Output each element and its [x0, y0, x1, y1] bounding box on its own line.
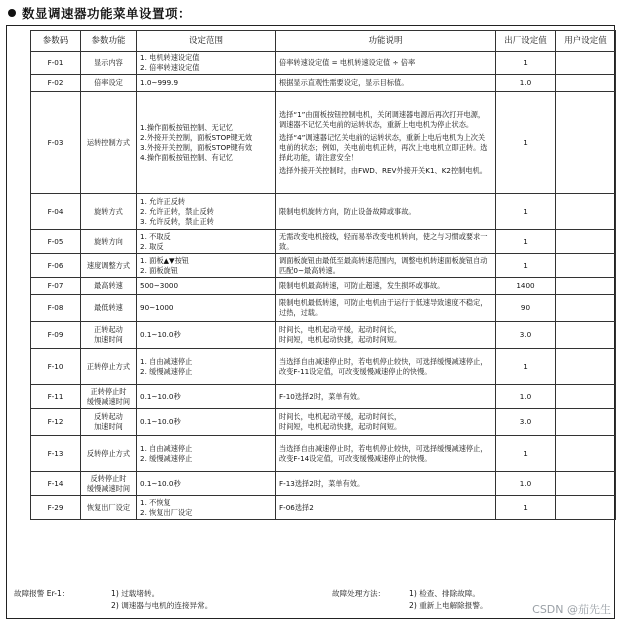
- param-range-line: 3. 允许反转，禁止正转: [140, 216, 214, 226]
- param-range-line: 0.1~10.0秒: [140, 391, 181, 401]
- user-setting-value: [556, 92, 616, 194]
- param-function-line: 正转停止时: [90, 386, 127, 396]
- param-function-line: 正转停止方式: [86, 361, 131, 371]
- param-range: [137, 436, 276, 472]
- user-setting-value: [556, 472, 616, 496]
- param-description: [276, 322, 496, 349]
- param-function: [81, 194, 137, 230]
- param-description-line: 当选择自由减速停止时，若电机停止较快，可选择缓慢减速停止，改变F-11设定值，可改变缓慢减速停止的快慢。: [279, 356, 488, 376]
- param-description: [276, 278, 496, 295]
- table-row: [31, 75, 616, 92]
- table-row: [31, 496, 616, 520]
- param-function: [81, 385, 137, 409]
- param-range: [137, 230, 276, 254]
- param-function-line: 倍率设定: [94, 78, 123, 87]
- table-row: [31, 52, 616, 75]
- param-function: [81, 322, 137, 349]
- page-title-text: 数显调速器功能菜单设置项：: [22, 6, 192, 21]
- param-description-line: 时间短，电机起动快捷，起动时间短。: [279, 422, 402, 431]
- param-range-line: 4.操作面板按钮控制、有记忆: [140, 152, 234, 162]
- param-range: [137, 385, 276, 409]
- param-range-line: 1. 不取反: [140, 231, 171, 241]
- param-range: [137, 472, 276, 496]
- table-row: [31, 295, 616, 322]
- param-range: [137, 496, 276, 520]
- param-description-line: 限制电机旋转方向，防止设备故障或事故。: [279, 206, 416, 216]
- user-setting-value: [556, 75, 616, 92]
- param-code: F-08: [31, 295, 81, 322]
- param-description: [276, 92, 496, 194]
- user-setting-value: [556, 295, 616, 322]
- param-description-line: 无需改变电机接线，轻而易举改变电机转向，使之与习惯或要求一致。: [279, 231, 488, 251]
- param-function: [81, 436, 137, 472]
- user-setting-value: [556, 385, 616, 409]
- param-range: [137, 322, 276, 349]
- factory-default-value: 3.0: [496, 322, 556, 349]
- param-function-line: 缓慢减速时间: [86, 396, 131, 406]
- param-description-line: 调面板旋钮由最低至最高转速范围内，调整电机转速面板旋钮自动匹配0~最高转速。: [279, 255, 488, 275]
- factory-default-value: 1400: [496, 278, 556, 295]
- watermark: CSDN @茄先生: [532, 603, 611, 616]
- param-range: [137, 295, 276, 322]
- param-description-line: 限制电机最低转速，可防止电机由于运行于低速导致速度不稳定，过热，过载。: [279, 298, 488, 317]
- param-function-line: 缓慢减速时间: [86, 483, 131, 493]
- header-description: 功能说明: [276, 31, 496, 52]
- factory-default-value: 1.0: [496, 75, 556, 92]
- param-function: [81, 496, 137, 520]
- param-description-line: 选择“4”调速器记忆关电前的运转状态，重新上电后电机为上次关电前的状态；例如，关电前电机正转，再次上电电机立即正转。选择此功能，请注意安全！: [279, 132, 488, 162]
- param-range: [137, 52, 276, 75]
- param-range-line: 1. 面板▲▼按钮: [140, 255, 189, 265]
- param-range: [137, 75, 276, 92]
- param-code: F-12: [31, 409, 81, 436]
- param-range-line: 2. 允许正转，禁止反转: [140, 206, 214, 216]
- user-setting-value: [556, 322, 616, 349]
- param-description: [276, 472, 496, 496]
- table-row: [31, 230, 616, 254]
- param-description-line: 倍率转速设定值 = 电机转速设定值 ÷ 倍率: [279, 58, 416, 67]
- user-setting-value: [556, 278, 616, 295]
- table-row: [31, 436, 616, 472]
- fix-item: 1) 检查、排除故障。: [409, 589, 480, 598]
- param-description: [276, 194, 496, 230]
- table-row: [31, 409, 616, 436]
- param-range-line: 1.操作面板按钮控制、无记忆: [140, 122, 234, 132]
- user-setting-value: [556, 436, 616, 472]
- param-function-line: 反转停止时: [90, 473, 127, 483]
- fault-item: 2) 调速器与电机的连接异常。: [111, 601, 213, 610]
- param-function-line: 运转控制方式: [86, 137, 131, 147]
- param-description: [276, 349, 496, 385]
- user-setting-value: [556, 349, 616, 385]
- param-range: [137, 194, 276, 230]
- param-description-line: 时间长，电机起动平缓，起动时间长，: [279, 412, 402, 421]
- param-description-line: F-06选择2: [279, 502, 314, 512]
- user-setting-value: [556, 254, 616, 278]
- param-code: F-03: [31, 92, 81, 194]
- header-default: 出厂设定值: [496, 31, 556, 52]
- param-description: [276, 52, 496, 75]
- param-code: F-07: [31, 278, 81, 295]
- factory-default-value: 1: [496, 52, 556, 75]
- param-function-line: 反转起动: [94, 412, 123, 421]
- param-range-line: 1. 允许正反转: [140, 196, 186, 206]
- param-code: F-04: [31, 194, 81, 230]
- param-code: F-01: [31, 52, 81, 75]
- fault-fix-list: [409, 588, 488, 612]
- param-range-line: 1. 不恢复: [140, 497, 171, 507]
- header-function: 参数功能: [81, 31, 137, 52]
- user-setting-value: [556, 409, 616, 436]
- fault-fix-label: 故障处理方法：: [332, 589, 386, 598]
- param-description-line: 选择外接开关控制时，由FWD、REV外接开关K1、K2控制电机。: [279, 165, 487, 175]
- param-range-line: 2. 面板旋钮: [140, 265, 178, 275]
- param-code: F-29: [31, 496, 81, 520]
- param-function-line: 旋转方向: [94, 236, 123, 246]
- param-description: [276, 385, 496, 409]
- page-title: [8, 4, 191, 22]
- param-description-line: F-10选择2时，菜单有效。: [279, 391, 365, 401]
- param-function-line: 反转停止方式: [86, 448, 131, 458]
- param-range-line: 2. 缓慢减速停止: [140, 453, 193, 463]
- param-range-line: 1. 自由减速停止: [140, 356, 193, 366]
- fix-item: 2) 重新上电解除报警。: [409, 601, 488, 610]
- param-code: F-05: [31, 230, 81, 254]
- param-range-line: 2. 取反: [140, 241, 164, 251]
- param-range: [137, 254, 276, 278]
- param-code: F-06: [31, 254, 81, 278]
- param-description-line: 时间长，电机起动平缓，起动时间长，: [279, 325, 402, 334]
- factory-default-value: 1: [496, 436, 556, 472]
- param-range: [137, 92, 276, 194]
- factory-default-value: 1.0: [496, 385, 556, 409]
- param-description: [276, 75, 496, 92]
- table-row: [31, 254, 616, 278]
- param-description: [276, 409, 496, 436]
- param-range-line: 500~3000: [140, 281, 179, 290]
- param-range-line: 2.外接开关控制，面板STOP键无效: [140, 132, 253, 142]
- param-range-line: 2. 缓慢减速停止: [140, 366, 193, 376]
- factory-default-value: 90: [496, 295, 556, 322]
- param-description-line: F-13选择2时，菜单有效。: [279, 478, 365, 488]
- factory-default-value: 1: [496, 496, 556, 520]
- param-range-line: 90~1000: [140, 303, 174, 312]
- param-function: [81, 92, 137, 194]
- table-row: [31, 472, 616, 496]
- param-description-line: 时间短，电机起动快捷，起动时间短。: [279, 335, 402, 344]
- user-setting-value: [556, 194, 616, 230]
- table-row: [31, 278, 616, 295]
- header-range: 设定范围: [137, 31, 276, 52]
- factory-default-value: 1: [496, 254, 556, 278]
- factory-default-value: 1: [496, 349, 556, 385]
- param-description-line: 根据显示直观性需要设定，显示目标值。: [279, 78, 409, 87]
- param-description-line: 选择“1”由面板按钮控制电机，关闭调速器电源后再次打开电源，调速器不记忆关电前的运转状态，重新上电电机为停止状态。: [279, 109, 486, 129]
- factory-default-value: 1: [496, 230, 556, 254]
- param-function-line: 显示内容: [94, 58, 123, 67]
- param-range: [137, 349, 276, 385]
- param-range-line: 1.0~999.9: [140, 78, 179, 87]
- param-function: [81, 409, 137, 436]
- param-description: [276, 254, 496, 278]
- fault-item: 1) 过载堵转。: [111, 589, 160, 598]
- param-function-line: 加速时间: [94, 335, 123, 344]
- param-description: [276, 436, 496, 472]
- param-function: [81, 295, 137, 322]
- param-range-line: 2. 恢复出厂设定: [140, 507, 193, 517]
- table-row: [31, 349, 616, 385]
- factory-default-value: 1.0: [496, 472, 556, 496]
- param-function-line: 最低转速: [94, 303, 123, 312]
- param-code: F-11: [31, 385, 81, 409]
- table-header-row: [31, 31, 616, 52]
- bullet-icon: [8, 9, 16, 17]
- param-code: F-13: [31, 436, 81, 472]
- param-function: [81, 230, 137, 254]
- param-function: [81, 278, 137, 295]
- param-range-line: 0.1~10.0秒: [140, 417, 181, 426]
- fault-alarm-list: [111, 588, 212, 612]
- param-function: [81, 75, 137, 92]
- param-code: F-14: [31, 472, 81, 496]
- table-row: [31, 322, 616, 349]
- table-row: [31, 194, 616, 230]
- param-range-line: 2. 倍率转速设定值: [140, 63, 200, 72]
- user-setting-value: [556, 52, 616, 75]
- param-range: [137, 278, 276, 295]
- param-function-line: 恢复出厂设定: [86, 502, 131, 512]
- param-code: F-10: [31, 349, 81, 385]
- param-range-line: 0.1~10.0秒: [140, 478, 181, 488]
- factory-default-value: 3.0: [496, 409, 556, 436]
- user-setting-value: [556, 496, 616, 520]
- fault-alarm-label: 故障报警 Er-1：: [14, 589, 70, 598]
- param-code: F-09: [31, 322, 81, 349]
- param-function-line: 速度调整方式: [86, 260, 131, 270]
- factory-default-value: 1: [496, 92, 556, 194]
- param-code: F-02: [31, 75, 81, 92]
- param-range-line: 0.1~10.0秒: [140, 330, 181, 339]
- param-function: [81, 472, 137, 496]
- factory-default-value: 1: [496, 194, 556, 230]
- param-description-line: 限制电机最高转速，可防止超速，发生损坏或事故。: [279, 281, 445, 290]
- param-function-line: 最高转速: [94, 281, 123, 290]
- param-function: [81, 349, 137, 385]
- param-function: [81, 52, 137, 75]
- param-range-line: 1. 自由减速停止: [140, 443, 193, 453]
- table-row: [31, 92, 616, 194]
- param-function-line: 旋转方式: [94, 206, 123, 216]
- param-description: [276, 496, 496, 520]
- user-setting-value: [556, 230, 616, 254]
- param-description-line: 当选择自由减速停止时，若电机停止较快，可选择缓慢减速停止，改变F-14设定值，可改变缓慢减速停止的快慢。: [279, 443, 488, 463]
- param-description: [276, 295, 496, 322]
- parameter-table: [30, 30, 616, 520]
- param-range-line: 1. 电机转速设定值: [140, 53, 200, 62]
- param-function-line: 正转起动: [94, 325, 123, 334]
- header-user: 用户设定值: [556, 31, 616, 52]
- table-row: [31, 385, 616, 409]
- param-description: [276, 230, 496, 254]
- param-function-line: 加速时间: [94, 422, 123, 431]
- param-range: [137, 409, 276, 436]
- param-range-line: 3.外接开关控制，面板STOP键有效: [140, 142, 253, 152]
- param-function: [81, 254, 137, 278]
- header-code: 参数码: [31, 31, 81, 52]
